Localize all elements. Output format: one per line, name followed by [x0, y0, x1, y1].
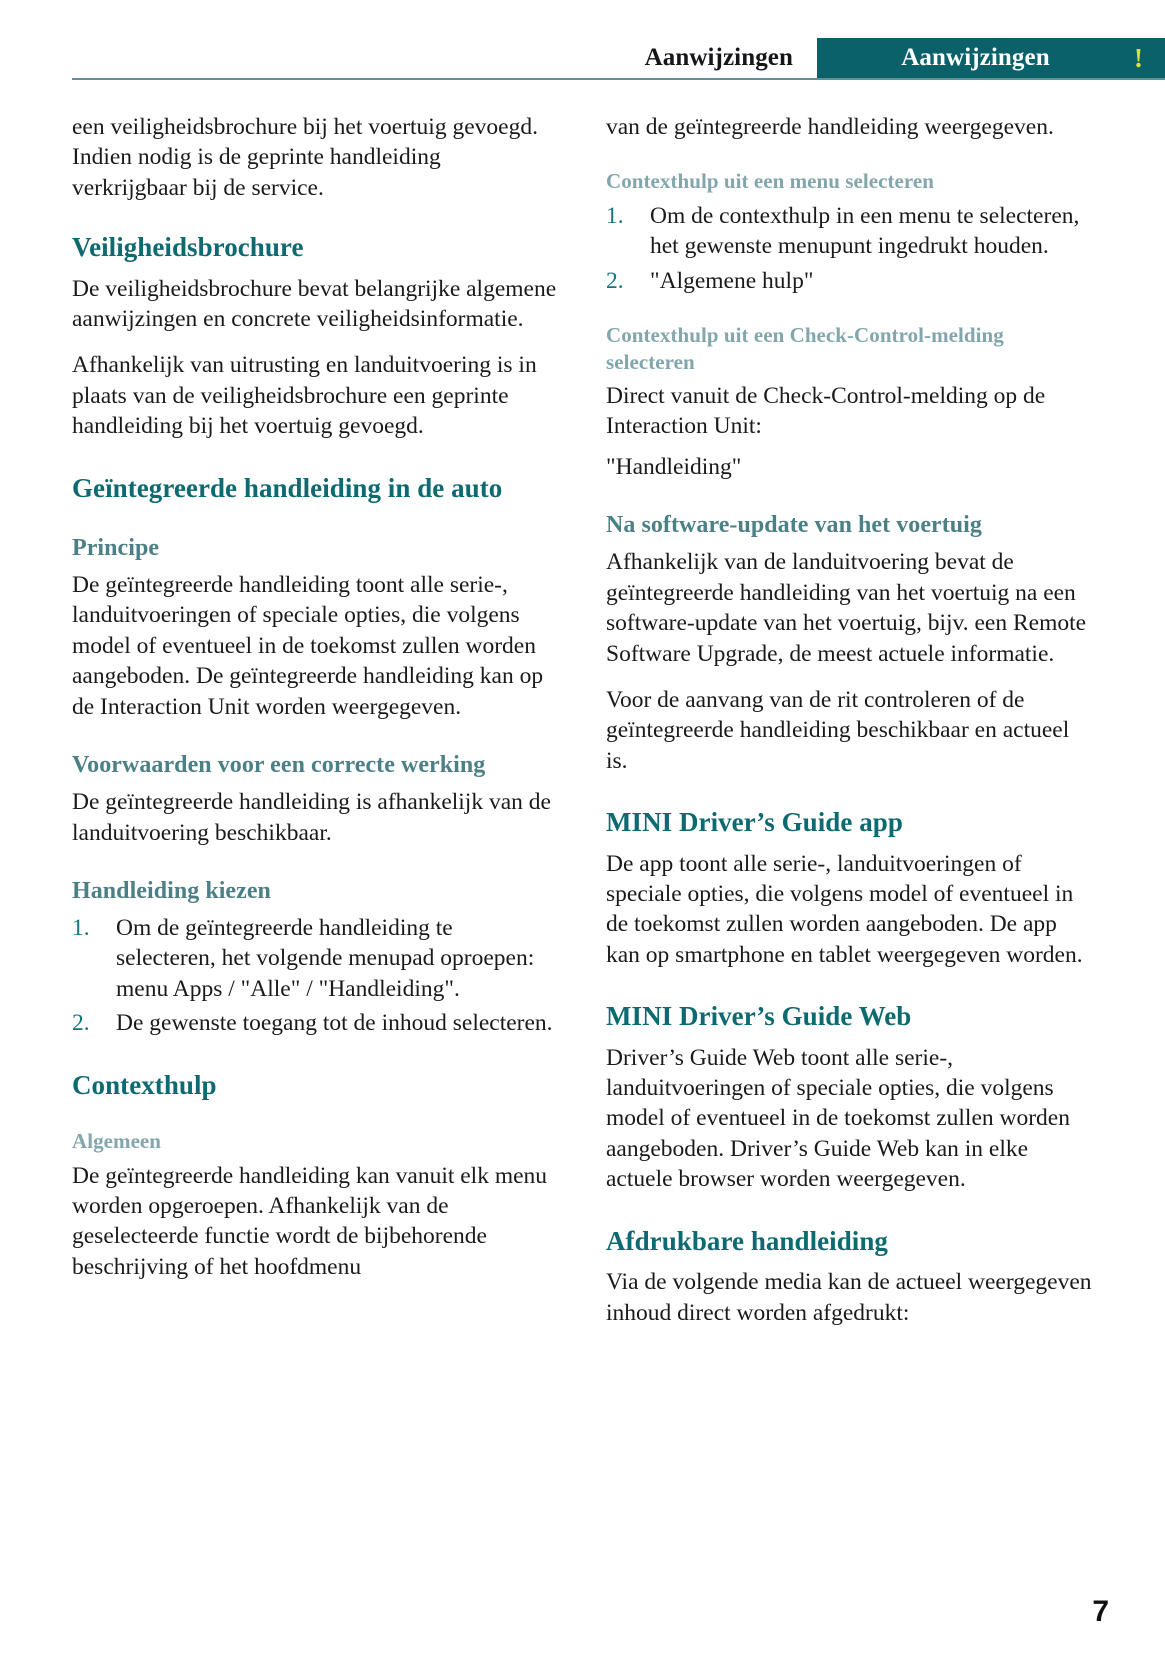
header-chapter-title: Aanwijzingen	[644, 44, 793, 71]
heading-contexthulp: Contexthulp	[72, 1069, 217, 1100]
heading-geintegreerde-handleiding: Geïntegreerde handleiding in de auto	[72, 472, 503, 503]
heading-voorwaarden: Voorwaarden voor een correcte werking	[72, 752, 486, 779]
header-section-tab-label: Aanwijzingen	[901, 44, 1050, 71]
list-item-text: Om de contexthulp in een menu te selecteren, het gewenste menupunt ingedrukt houden.	[650, 202, 1080, 260]
header-section-tab	[817, 38, 1165, 78]
paragraph-continuation: van de geïntegreerde handleiding weergegeven.	[606, 114, 1054, 140]
list-contexthulp-menu	[606, 201, 1092, 296]
heading-veiligheidsbrochure: Veiligheidsbrochure	[72, 232, 304, 263]
heading-contexthulp-uit-menu: Contexthulp uit een menu selecteren	[606, 169, 934, 194]
paragraph-principe-1: De geïntegreerde handleiding toont alle serie-, landuitvoeringen of speciale opties, die volgens model of eventueel in de toekomst zullen worden aangeboden. De geïntegreerde handleiding kan op de Interaction Unit worden weergegeven.	[72, 572, 544, 720]
list-item-number: 1.	[606, 202, 624, 229]
paragraph-veiligheidsbrochure-1: De veiligheidsbrochure bevat belangrijke algemene aanwijzingen en concrete veiligheidsinformatie.	[72, 275, 557, 333]
list-item	[72, 1008, 558, 1038]
list-item-number: 2.	[72, 1010, 90, 1037]
left-column	[72, 112, 558, 1344]
heading-mini-drivers-guide-app: MINI Driver’s Guide app	[606, 807, 903, 838]
list-item-number: 1.	[72, 915, 90, 942]
header-divider-rule	[72, 78, 1165, 80]
list-item-number: 2.	[606, 267, 624, 294]
list-item-text: "Algemene hulp"	[650, 267, 814, 294]
paragraph-app-1: De app toont alle serie-, landuitvoeringen of speciale opties, die volgens model of eventueel in de toekomst zullen worden aangeboden. De app kan op smartphone en tablet weergegeven worden.	[606, 850, 1083, 968]
heading-principe: Principe	[72, 535, 160, 562]
heading-algemeen: Algemeen	[72, 1129, 162, 1154]
list-item-text: De gewenste toegang tot de inhoud selecteren.	[116, 1010, 553, 1037]
paragraph-web-1: Driver’s Guide Web toont alle serie-, landuitvoeringen of speciale opties, die volgens model of eventueel in de toekomst zullen worden aangeboden. Driver’s Guide Web kan in elke actuele browser worden weergegeven.	[606, 1044, 1070, 1193]
list-item	[606, 266, 1092, 296]
heading-afdrukbare-handleiding: Afdrukbare handleiding	[606, 1225, 888, 1256]
page-running-header	[0, 0, 1165, 96]
heading-contexthulp-check-control: Contexthulp uit een Check-Control-melding selecteren	[606, 323, 1004, 374]
page-number: 7	[1092, 1595, 1109, 1628]
paragraph-check-control-2: "Handleiding"	[606, 453, 742, 480]
heading-mini-drivers-guide-web: MINI Driver’s Guide Web	[606, 1001, 912, 1032]
exclamation-mark-icon: !	[1134, 42, 1143, 73]
header-row	[0, 38, 1165, 78]
list-item-text: Om de geïntegreerde handleiding te selecteren, het volgende menupad oproepen: menu Apps / "Alle" / "Handleiding".	[116, 915, 535, 1002]
paragraph-na-software-update-1: Afhankelijk van de landuitvoering bevat de geïntegreerde handleiding van het voertuig na een software-update van het voertuig, bijv. een Remote Software Upgrade, de meest actuele informatie.	[606, 549, 1087, 667]
list-item	[606, 201, 1092, 262]
paragraph-afdrukbare-1: Via de volgende media kan de actueel weergegeven inhoud direct worden afgedrukt:	[606, 1269, 1092, 1326]
paragraph-check-control-1: Direct vanuit de Check-Control-melding op de Interaction Unit:	[606, 383, 1046, 440]
list-handleiding-kiezen	[72, 913, 558, 1039]
right-column	[606, 112, 1092, 1344]
paragraph-voorwaarden-1: De geïntegreerde handleiding is afhankelijk van de landuitvoering beschikbaar.	[72, 789, 551, 846]
heading-handleiding-kiezen: Handleiding kiezen	[72, 878, 271, 905]
paragraph-intro-continuation: een veiligheidsbrochure bij het voertuig gevoegd. Indien nodig is de geprinte handleiding verkrijgbaar bij de service.	[72, 114, 538, 201]
paragraph-veiligheidsbrochure-2: Afhankelijk van uitrusting en landuitvoering is in plaats van de veiligheidsbrochure een geprinte handleiding bij het voertuig gevoegd.	[72, 352, 537, 440]
page-content	[72, 112, 1093, 1344]
paragraph-algemeen-1: De geïntegreerde handleiding kan vanuit elk menu worden opgeroepen. Afhankelijk van de geselecteerde functie wordt de bijbehorende beschrijving of het hoofdmenu	[72, 1162, 548, 1280]
list-item	[72, 913, 558, 1004]
paragraph-na-software-update-2: Voor de aanvang van de rit controleren of de geïntegreerde handleiding beschikbaar en actueel is.	[606, 687, 1070, 774]
heading-na-software-update: Na software-update van het voertuig	[606, 512, 982, 539]
